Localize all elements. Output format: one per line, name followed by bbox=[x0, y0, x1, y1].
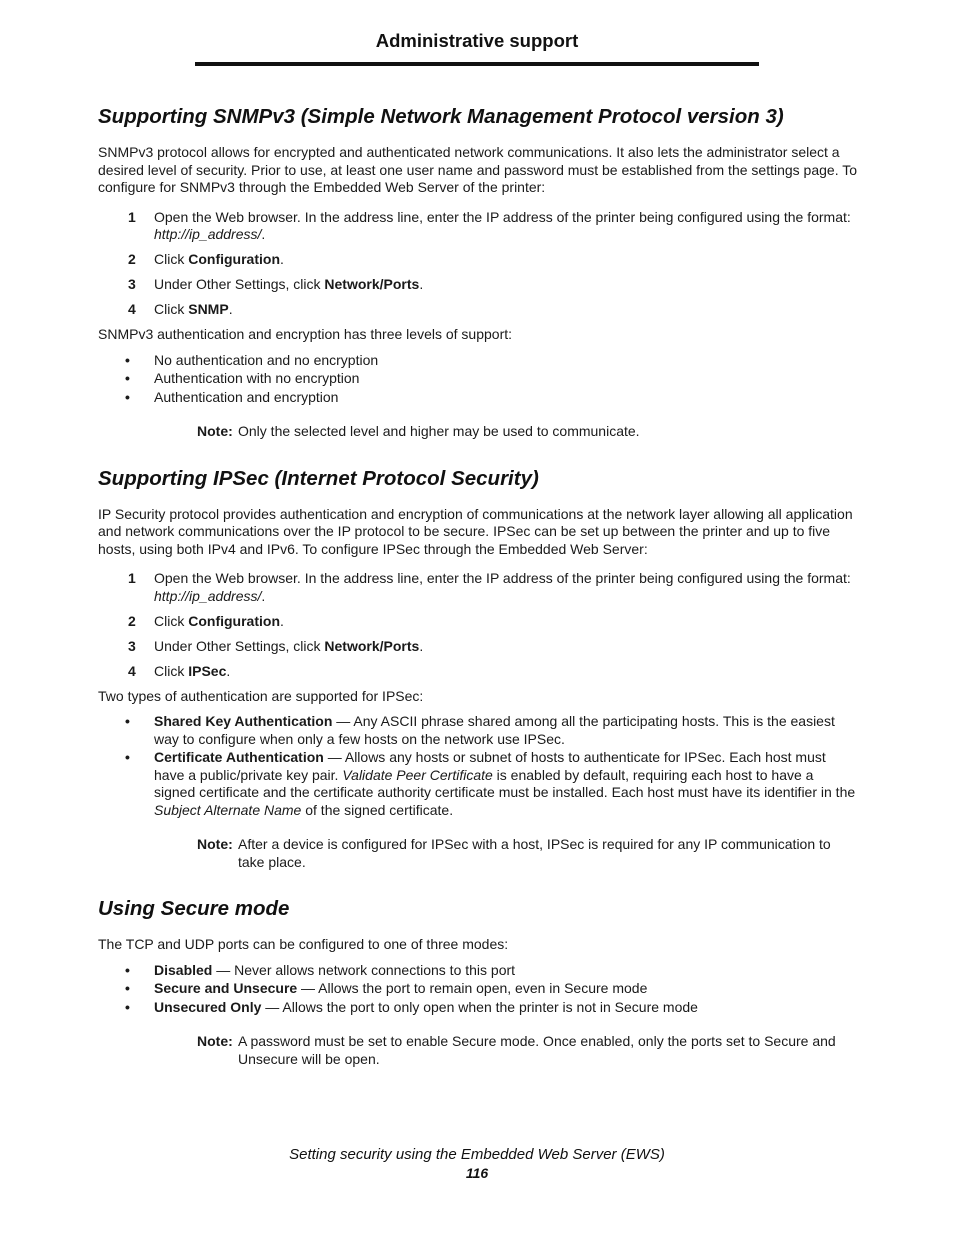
snmp-heading: Supporting SNMPv3 (Simple Network Management Protocol version 3) bbox=[98, 105, 784, 128]
list-item: • Secure and Unsecure — Allows the port to remain open, even in Secure mode bbox=[125, 980, 648, 996]
list-item: 1 Open the Web browser. In the address line, enter the IP address of the printer being configured using the format: http://ip_address/. bbox=[128, 208, 851, 242]
snmp-levels bbox=[98, 352, 858, 407]
page-number: 116 bbox=[465, 1165, 489, 1181]
list-item: • Authentication with no encryption bbox=[125, 370, 360, 386]
secure-note: Note: A password must be set to enable Secure mode. Once enabled, only the ports set to Secure and Unsecure will be open. bbox=[197, 1033, 836, 1067]
snmp-steps bbox=[98, 209, 858, 319]
list-item: 4 Click SNMP. bbox=[128, 301, 233, 317]
secure-intro: The TCP and UDP ports can be configured to one of three modes: bbox=[98, 936, 509, 952]
list-item: • Disabled — Never allows network connections to this port bbox=[125, 961, 516, 978]
list-item: • Shared Key Authentication — Any ASCII phrase shared among all the participating hosts. This is the easiest way to configure when only a few hosts on the network use IPSec. bbox=[125, 713, 835, 747]
page-header-title: Administrative support bbox=[375, 30, 579, 51]
ipsec-steps bbox=[98, 570, 858, 680]
list-item: 3 Under Other Settings, click Network/Ports. bbox=[128, 637, 424, 654]
ipsec-heading: Supporting IPSec (Internet Protocol Security) bbox=[98, 466, 539, 490]
list-item: 4 Click IPSec. bbox=[128, 662, 231, 679]
ipsec-types bbox=[98, 713, 858, 819]
secure-heading: Using Secure mode bbox=[98, 897, 290, 920]
ipsec-types-intro: Two types of authentication are supported for IPSec: bbox=[98, 687, 424, 704]
list-item: 3 Under Other Settings, click Network/Ports. bbox=[128, 276, 424, 292]
list-item: • Authentication and encryption bbox=[125, 388, 339, 405]
snmp-levels-intro: SNMPv3 authentication and encryption has three levels of support: bbox=[98, 326, 513, 342]
list-item: 2 Click Configuration. bbox=[128, 612, 284, 629]
snmp-intro: SNMPv3 protocol allows for encrypted and authenticated network communications. It also lets the administrator select a desired level of security. Prior to use, at least one user name and password must be established from the settings page. To configure for SNMPv3 through the Embedded Web Server of the printer: bbox=[98, 144, 858, 195]
list-item: • No authentication and no encryption bbox=[125, 351, 379, 368]
ipsec-note: Note: After a device is configured for IPSec with a host, IPSec is required for any IP communication to take place. bbox=[197, 836, 831, 870]
list-item: 2 Click Configuration. bbox=[128, 251, 284, 267]
list-item: • Unsecured Only — Allows the port to only open when the printer is not in Secure mode bbox=[125, 998, 698, 1015]
list-item: 1 Open the Web browser. In the address line, enter the IP address of the printer being configured using the format: http://ip_address/. bbox=[128, 570, 851, 604]
list-item: • Certificate Authentication — Allows any hosts or subnet of hosts to authenticate for IPSec. Each host must have a public/private key pair. Validate Peer Certificate is enabled by default, requiring each host to have a signed certificate and the certificate authority certificate must be installed. Each host must have its identifier in the Subject Alternate Name of the signed certificate. bbox=[125, 749, 856, 818]
page-content bbox=[98, 104, 858, 1068]
snmp-note: Note: Only the selected level and higher may be used to communicate. bbox=[197, 423, 640, 439]
ipsec-intro: IP Security protocol provides authentication and encryption of communications at the network layer allowing all application and network communications over the IP protocol to be secure. IPSec can be set up between the printer and up to five hosts, using both IPv4 and IPv6. To configure IPSec through the Embedded Web Server: bbox=[98, 505, 853, 557]
header-rule bbox=[195, 62, 759, 66]
secure-modes bbox=[98, 962, 858, 1017]
footer-title: Setting security using the Embedded Web Server (EWS) bbox=[289, 1146, 665, 1163]
